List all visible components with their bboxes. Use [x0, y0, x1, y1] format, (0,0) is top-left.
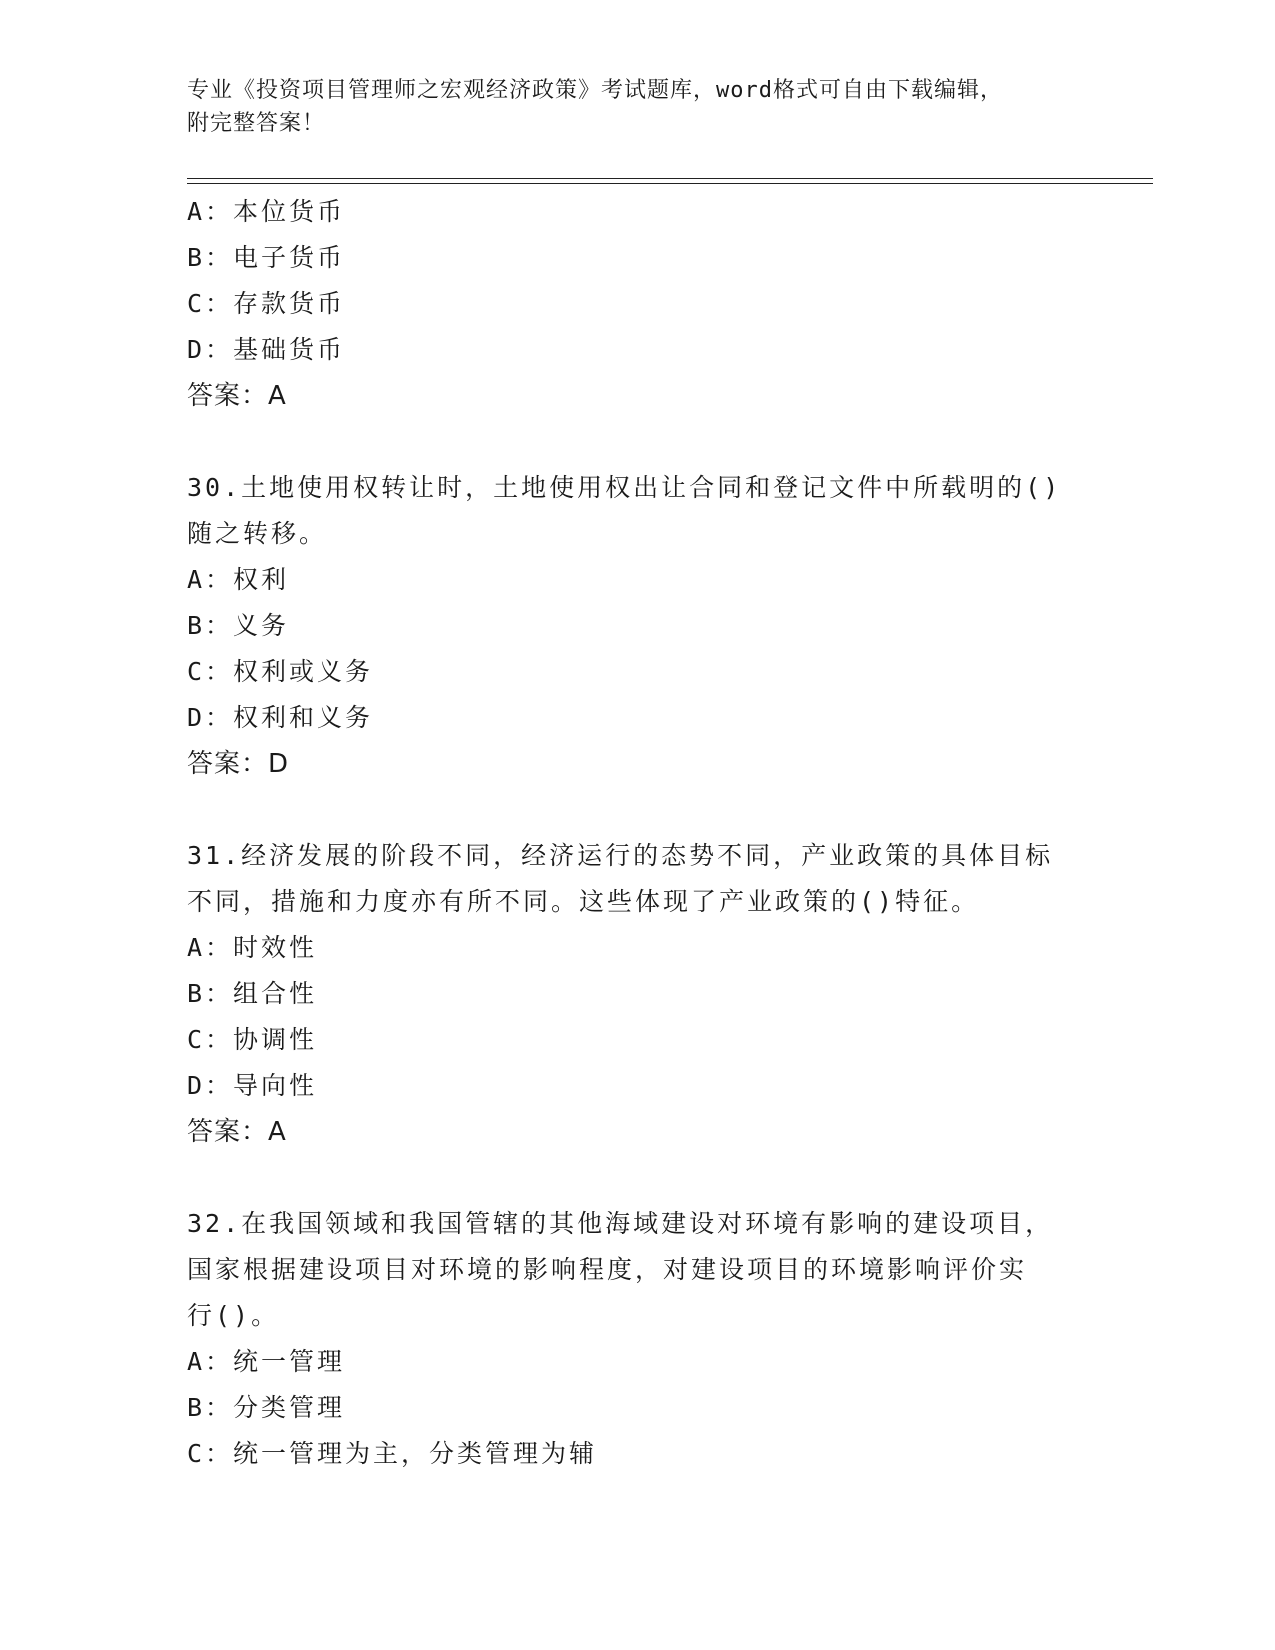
question-text-line: 不同，措施和力度亦有所不同。这些体现了产业政策的()特征。 [187, 887, 980, 916]
option-d: D：基础货币 [187, 335, 346, 364]
question-31 [187, 833, 1087, 1155]
document-header [187, 74, 1067, 140]
option-d: D：权利和义务 [187, 703, 374, 732]
option-b: B：义务 [187, 611, 290, 640]
header-divider-bottom [187, 183, 1153, 184]
question-text-line: 30.土地使用权转让时，土地使用权出让合同和登记文件中所载明的() [187, 473, 1062, 502]
question-text-line: 国家根据建设项目对环境的影响程度，对建设项目的环境影响评价实 [187, 1255, 1028, 1284]
option-a: A：权利 [187, 565, 290, 594]
option-c: C：存款货币 [187, 289, 346, 318]
option-c: C：统一管理为主，分类管理为辅 [187, 1439, 598, 1468]
header-line-2: 附完整答案！ [187, 111, 326, 136]
answer-line: 答案：D [187, 749, 290, 779]
header-line-1: 专业《投资项目管理师之宏观经济政策》考试题库，word格式可自由下载编辑， [187, 78, 1003, 103]
option-a: A：统一管理 [187, 1347, 346, 1376]
question-text-line: 32.在我国领域和我国管辖的其他海域建设对环境有影响的建设项目， [187, 1209, 1054, 1238]
option-d: D：导向性 [187, 1071, 318, 1100]
header-divider-top [187, 178, 1153, 179]
answer-line: 答案：A [187, 381, 287, 411]
option-a: A：时效性 [187, 933, 318, 962]
question-text-line: 行()。 [187, 1301, 280, 1330]
question-32 [187, 1201, 1087, 1477]
option-b: B：分类管理 [187, 1393, 346, 1422]
question-list [187, 189, 1087, 1477]
answer-line: 答案：A [187, 1117, 287, 1147]
question-29-tail [187, 189, 1087, 419]
question-30 [187, 465, 1087, 787]
option-b: B：组合性 [187, 979, 318, 1008]
option-c: C：权利或义务 [187, 657, 374, 686]
question-text-line: 31.经济发展的阶段不同，经济运行的态势不同，产业政策的具体目标 [187, 841, 1054, 870]
option-a: A：本位货币 [187, 197, 346, 226]
question-text-line: 随之转移。 [187, 519, 328, 548]
option-b: B：电子货币 [187, 243, 346, 272]
option-c: C：协调性 [187, 1025, 318, 1054]
